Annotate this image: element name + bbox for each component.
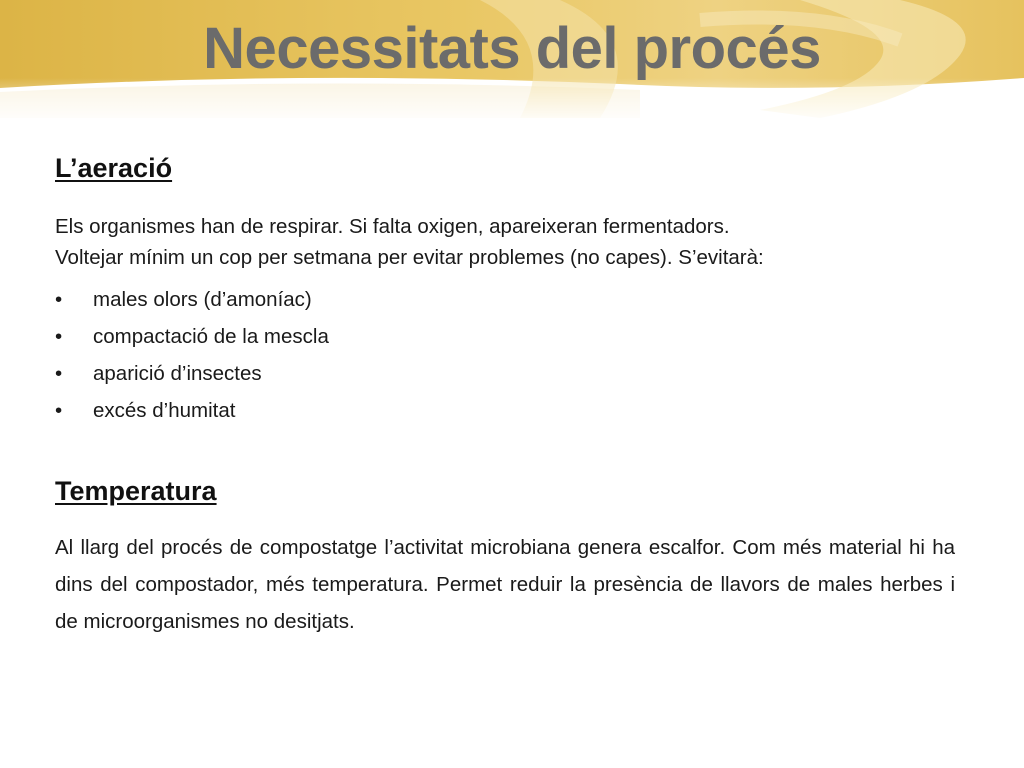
bullet-icon: • — [55, 288, 63, 311]
list-item — [55, 392, 955, 429]
list-item-text: aparició d’insectes — [93, 362, 262, 385]
header-band — [0, 0, 1024, 118]
list-item-text: compactació de la mescla — [93, 325, 329, 348]
list-item — [55, 318, 955, 355]
bullet-icon: • — [55, 362, 63, 385]
temperature-paragraph: Al llarg del procés de compostatge l’activitat microbiana genera escalfor. Com més material hi ha dins del compostador, més temperatura. Permet reduir la presència de llavors de males herbes i de microorganismes no desitjats. — [55, 536, 955, 633]
aeration-bullet-list — [55, 281, 955, 429]
list-item — [55, 355, 955, 392]
list-item — [55, 281, 955, 318]
list-item-text: males olors (d’amoníac) — [93, 288, 312, 311]
aeration-paragraph-1: Els organismes han de respirar. Si falta oxigen, apareixeran fermentadors. — [55, 215, 730, 238]
slide-title: Necessitats del procés — [203, 16, 821, 81]
list-item-text: excés d’humitat — [93, 399, 236, 422]
bullet-icon: • — [55, 399, 63, 422]
temperature-heading: Temperatura — [55, 476, 217, 506]
slide-content — [55, 150, 955, 640]
bullet-icon: • — [55, 325, 63, 348]
aeration-paragraph-2: Voltejar mínim un cop per setmana per evitar problemes (no capes). S’evitarà: — [55, 246, 764, 269]
aeration-heading: L’aeració — [55, 153, 173, 183]
